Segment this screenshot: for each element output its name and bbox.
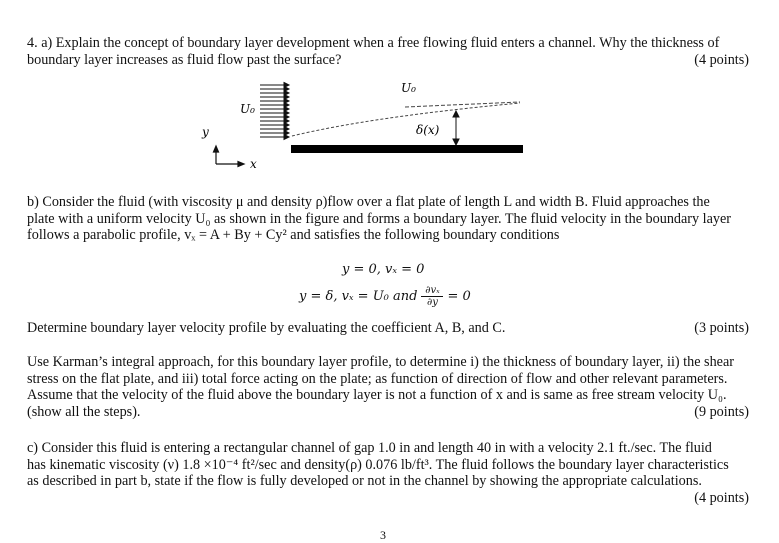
q4c-line-3: as described in part b, state if the flow is fully developed or not in the channel by showing the appropriate calculations. xyxy=(27,473,702,490)
determine-line xyxy=(27,320,749,337)
question-4b-karman xyxy=(27,354,749,420)
question-4a xyxy=(27,35,749,68)
question-4c xyxy=(27,440,749,506)
q4c-line-2: has kinematic viscosity (ν) 1.8 ×10⁻⁴ ft²/sec and density(ρ) 0.076 lb/ft³. The fluid follows the boundary layer characteristics xyxy=(27,456,729,473)
karman-line-4-text: (show all the steps). xyxy=(27,403,141,420)
q4b-line-2: plate with a uniform velocity U₀ as shown in the figure and forms a boundary layer. The fluid velocity in the boundary layer xyxy=(27,210,732,227)
inflow-arrows xyxy=(260,83,289,140)
boundary-layer-figure xyxy=(200,75,540,180)
q4b-line-1: b) Consider the fluid (with viscosity μ and density ρ)flow over a flat plate of length L and width B. Fluid approaches the xyxy=(27,194,710,210)
delta-arrow xyxy=(453,111,459,145)
boundary-condition-2 xyxy=(299,285,471,308)
derivative-denominator: ∂y xyxy=(421,296,443,308)
u0-top-label: U₀ xyxy=(401,81,416,95)
boundary-layer-edge xyxy=(292,103,520,136)
page-number: 3 xyxy=(380,528,386,542)
x-axis-label: x xyxy=(250,157,257,171)
determine-text: Determine boundary layer velocity profile by evaluating the coefficient A, B, and C. xyxy=(27,320,506,336)
q4c-points: (4 points) xyxy=(694,489,749,506)
derivative-numerator: ∂vₓ xyxy=(425,285,440,296)
question-4b-intro xyxy=(27,194,749,244)
karman-points: (9 points) xyxy=(694,403,749,420)
karman-line-3: Assume that the velocity of the fluid above the boundary layer is not a function of x and is same as free stream velocity U₀. xyxy=(27,387,727,404)
q4a-line-2 xyxy=(27,52,749,69)
u0-left-label: U₀ xyxy=(240,102,255,116)
bc2-left: y = δ, vₓ = U₀ and xyxy=(299,289,418,304)
determine-points: (3 points) xyxy=(694,320,749,336)
q4c-points-line xyxy=(27,490,749,507)
karman-line-1: Use Karman’s integral approach, for this boundary layer profile, to determine i) the thickness of boundary layer, ii) the shear xyxy=(27,354,734,370)
q4a-line-2-text: boundary layer increases as fluid flow past the surface? xyxy=(27,51,342,68)
boundary-condition-1: y = 0, vₓ = 0 xyxy=(342,262,425,277)
question-4b-determine xyxy=(27,320,749,337)
y-axis-label: y xyxy=(202,125,209,139)
q4a-points: (4 points) xyxy=(694,51,749,68)
bc2-right: = 0 xyxy=(447,289,471,304)
partial-derivative xyxy=(421,285,443,308)
delta-label: δ(x) xyxy=(416,123,440,137)
flat-plate xyxy=(291,145,523,153)
karman-line-4 xyxy=(27,404,749,421)
q4a-line-1: 4. a) Explain the concept of boundary layer development when a free flowing fluid enters a channel. Why the thickness of xyxy=(27,35,720,51)
q4c-line-1: c) Consider this fluid is entering a rectangular channel of gap 1.0 in and length 40 in with a velocity 2.1 ft./sec. The fluid xyxy=(27,440,712,456)
q4b-line-3: follows a parabolic profile, vₓ = A + By + Cy² and satisfies the following boundary conditions xyxy=(27,227,560,244)
free-stream-line xyxy=(405,102,520,107)
xy-axes xyxy=(214,146,245,167)
karman-line-2: stress on the flat plate, and iii) total force acting on the plate; as function of direction of flow and other relevant parameters. xyxy=(27,370,728,387)
